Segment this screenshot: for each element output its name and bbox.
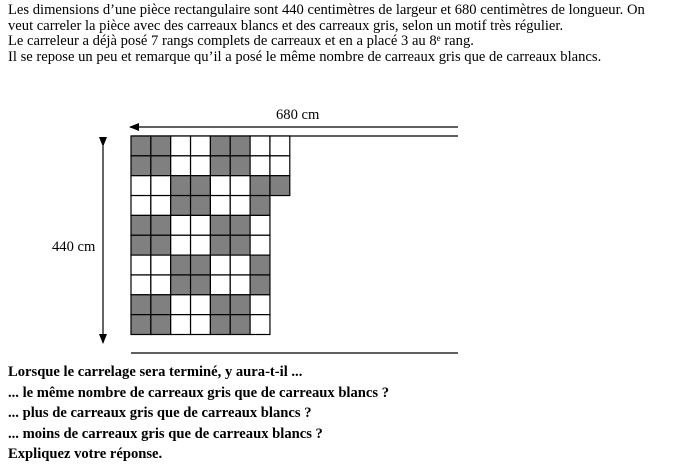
white-tile bbox=[171, 235, 191, 255]
white-tile bbox=[191, 235, 211, 255]
gray-tile bbox=[151, 295, 171, 315]
white-tile bbox=[191, 156, 211, 176]
gray-tile bbox=[131, 215, 151, 235]
statement-observation: Il se repose un peu et remarque qu’il a posé le même nombre de carreaux gris que de carreaux blancs. bbox=[8, 48, 602, 65]
question-explain: Expliquez votre réponse. bbox=[8, 446, 163, 463]
gray-tile bbox=[230, 315, 250, 335]
white-tile bbox=[171, 315, 191, 335]
gray-tile bbox=[171, 275, 191, 295]
white-tile bbox=[230, 255, 250, 275]
white-tile bbox=[151, 255, 171, 275]
questions-block bbox=[8, 362, 670, 465]
gray-tile bbox=[210, 315, 230, 335]
gray-tile bbox=[171, 196, 191, 216]
white-tile bbox=[250, 215, 270, 235]
ordinal-superscript: e bbox=[436, 33, 441, 44]
white-tile bbox=[230, 196, 250, 216]
gray-tile bbox=[210, 156, 230, 176]
white-tile bbox=[230, 176, 250, 196]
gray-tile bbox=[131, 295, 151, 315]
gray-tile bbox=[191, 255, 211, 275]
white-tile bbox=[210, 255, 230, 275]
gray-tile bbox=[131, 235, 151, 255]
white-tile bbox=[250, 235, 270, 255]
white-tile bbox=[151, 275, 171, 295]
gray-tile bbox=[210, 295, 230, 315]
gray-tile bbox=[171, 255, 191, 275]
gray-tile bbox=[270, 176, 290, 196]
gray-tile bbox=[171, 176, 191, 196]
white-tile bbox=[250, 136, 270, 156]
gray-tile bbox=[151, 215, 171, 235]
question-option-more-gray: ... plus de carreaux gris que de carreaux blancs ? bbox=[8, 405, 312, 422]
white-tile bbox=[131, 275, 151, 295]
statement-progress-text: Le carreleur a déjà posé 7 rangs complets de carreaux et en a placé 3 au 8 bbox=[8, 33, 437, 50]
white-tile bbox=[131, 176, 151, 196]
statement-progress-end: rang. bbox=[440, 33, 474, 50]
white-tile bbox=[191, 136, 211, 156]
gray-tile bbox=[250, 196, 270, 216]
gray-tile bbox=[151, 136, 171, 156]
height-label: 440 cm bbox=[52, 239, 96, 255]
white-tile bbox=[131, 196, 151, 216]
gray-tile bbox=[210, 235, 230, 255]
gray-tile bbox=[151, 315, 171, 335]
gray-tile bbox=[230, 295, 250, 315]
gray-tile bbox=[191, 275, 211, 295]
gray-tile bbox=[151, 156, 171, 176]
white-tile bbox=[230, 275, 250, 295]
gray-tile bbox=[250, 255, 270, 275]
gray-tile bbox=[250, 275, 270, 295]
white-tile bbox=[171, 136, 191, 156]
gray-tile bbox=[151, 235, 171, 255]
statement-progress bbox=[8, 34, 670, 50]
white-tile bbox=[151, 196, 171, 216]
question-option-equal: ... le même nombre de carreaux gris que de carreaux blancs ? bbox=[8, 384, 390, 401]
white-tile bbox=[131, 255, 151, 275]
white-tile bbox=[191, 315, 211, 335]
gray-tile bbox=[191, 176, 211, 196]
white-tile bbox=[210, 196, 230, 216]
problem-statement bbox=[8, 3, 670, 65]
gray-tile bbox=[210, 215, 230, 235]
white-tile bbox=[171, 215, 191, 235]
gray-tile bbox=[230, 235, 250, 255]
gray-tile bbox=[250, 176, 270, 196]
gray-tile bbox=[191, 196, 211, 216]
gray-tile bbox=[131, 136, 151, 156]
width-label: 680 cm bbox=[276, 107, 320, 123]
tile-grid bbox=[131, 136, 290, 335]
white-tile bbox=[171, 156, 191, 176]
gray-tile bbox=[131, 156, 151, 176]
white-tile bbox=[171, 295, 191, 315]
question-option-less-gray: ... moins de carreaux gris que de carreaux blancs ? bbox=[8, 425, 323, 442]
gray-tile bbox=[210, 136, 230, 156]
white-tile bbox=[191, 295, 211, 315]
gray-tile bbox=[230, 215, 250, 235]
gray-tile bbox=[230, 136, 250, 156]
white-tile bbox=[250, 315, 270, 335]
white-tile bbox=[250, 156, 270, 176]
white-tile bbox=[210, 176, 230, 196]
white-tile bbox=[151, 176, 171, 196]
white-tile bbox=[270, 136, 290, 156]
question-intro: Lorsque le carrelage sera terminé, y aura-t-il ... bbox=[8, 364, 303, 380]
white-tile bbox=[270, 156, 290, 176]
white-tile bbox=[250, 295, 270, 315]
white-tile bbox=[210, 275, 230, 295]
gray-tile bbox=[131, 315, 151, 335]
white-tile bbox=[191, 215, 211, 235]
statement-dimensions: Les dimensions d’une pièce rectangulaire sont 440 centimètres de largeur et 680 centimètres de longueur. On veut carreler la pièce avec des carreaux blancs et des carreaux gris, selon un motif très régulier. bbox=[8, 2, 645, 34]
gray-tile bbox=[230, 156, 250, 176]
